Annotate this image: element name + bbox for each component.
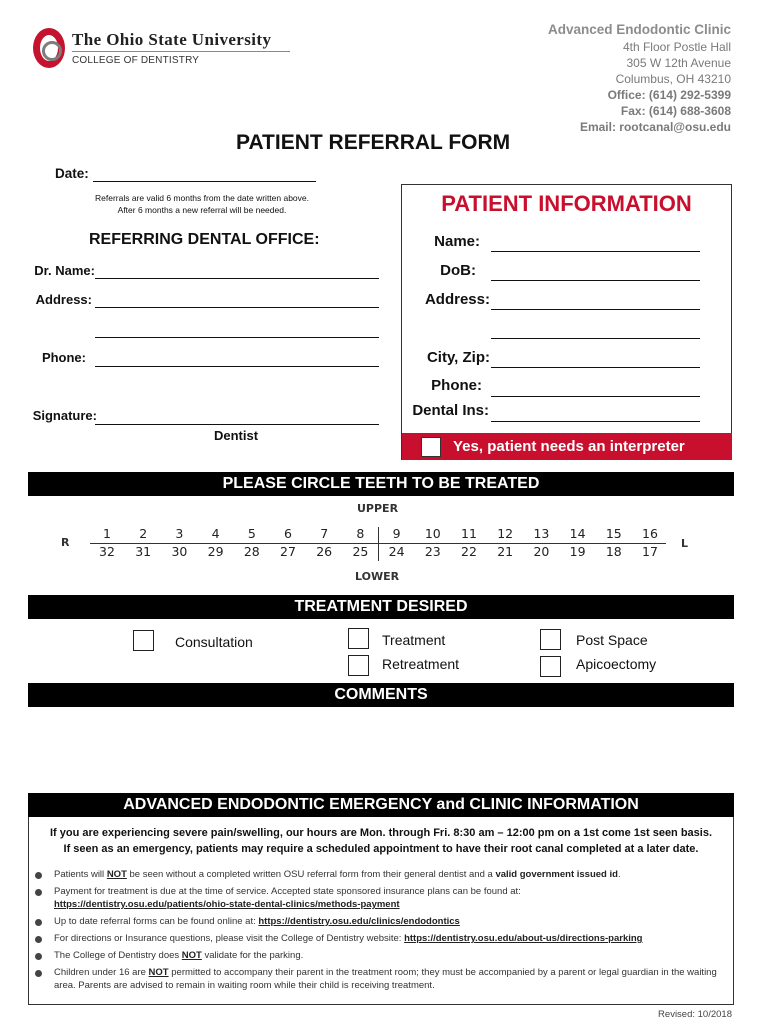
lower-tooth-22[interactable]: 22 <box>461 544 477 559</box>
university-name: The Ohio State University <box>72 30 272 49</box>
treatment-section-bar: TREATMENT DESIRED <box>28 595 734 619</box>
date-validity-note <box>60 192 344 216</box>
text: Patients will <box>54 869 107 880</box>
upper-tooth-16[interactable]: 16 <box>642 526 658 541</box>
lower-tooth-29[interactable]: 29 <box>207 544 224 559</box>
text: For directions or Insurance questions, please visit the College of Dentistry website: <box>54 933 405 944</box>
upper-tooth-4[interactable]: 4 <box>211 526 220 541</box>
clinic-email: Email: rootcanal@osu.edu <box>579 120 731 134</box>
interpreter-checkbox[interactable] <box>421 437 441 457</box>
list-item <box>35 915 735 928</box>
date-label: Date: <box>55 166 89 181</box>
list-item <box>35 868 735 881</box>
patient-phone-label: Phone: <box>431 377 482 394</box>
patient-info-title: PATIENT INFORMATION <box>441 191 692 216</box>
emergency-hours <box>28 825 734 857</box>
patient-dental-ins-label: Dental Ins: <box>412 402 489 419</box>
upper-tooth-3[interactable]: 3 <box>175 526 184 541</box>
upper-tooth-1[interactable]: 1 <box>103 526 111 541</box>
list-item <box>35 932 735 945</box>
emphasis-not: NOT <box>106 869 127 880</box>
upper-tooth-6[interactable]: 6 <box>284 526 292 541</box>
emergency-hours-line-2: If seen as an emergency, patients may require a scheduled appointment to have their root canal completed at a later date. <box>63 843 699 855</box>
form-title: PATIENT REFERRAL FORM <box>236 131 511 154</box>
patient-name-field[interactable] <box>491 251 700 252</box>
emphasis-not: NOT <box>148 967 169 978</box>
comments-area[interactable] <box>28 708 734 786</box>
payment-link[interactable]: https://dentistry.osu.edu/patients/ohio-state-dental-clinics/methods-payment <box>54 899 400 910</box>
right-side-label: R <box>61 536 70 549</box>
retreatment-checkbox[interactable] <box>348 655 369 676</box>
lower-tooth-21[interactable]: 21 <box>497 544 514 559</box>
clinic-address-2: 305 W 12th Avenue <box>626 56 731 70</box>
apicoectomy-label: Apicoectomy <box>576 656 657 672</box>
dr-name-label: Dr. Name: <box>34 263 95 278</box>
revision-date: Revised: 10/2018 <box>658 1009 732 1020</box>
clinic-info <box>548 22 731 135</box>
referral-forms-link[interactable]: https://dentistry.osu.edu/clinics/endodontics <box>258 916 460 927</box>
post-space-label: Post Space <box>576 632 648 648</box>
upper-tooth-7[interactable]: 7 <box>320 526 329 541</box>
upper-tooth-8[interactable]: 8 <box>356 526 365 541</box>
college-name: COLLEGE OF DENTISTRY <box>72 55 200 66</box>
ref-address-field-2[interactable] <box>95 337 379 338</box>
patient-dob-label: DoB: <box>440 262 476 279</box>
date-note-line-1: Referrals are valid 6 months from the date written above. <box>94 193 310 203</box>
lower-tooth-26[interactable]: 26 <box>316 544 333 559</box>
text: The College of Dentistry does <box>54 950 182 961</box>
logo-divider <box>72 51 290 52</box>
patient-address-label: Address: <box>424 291 490 308</box>
patient-city-zip-label: City, Zip: <box>426 349 490 366</box>
lower-tooth-25[interactable]: 25 <box>352 544 369 559</box>
clinic-address-3: Columbus, OH 43210 <box>615 72 731 86</box>
lower-tooth-32[interactable]: 32 <box>99 544 115 559</box>
apicoectomy-checkbox[interactable] <box>540 656 561 677</box>
text: Payment for treatment is due at the time of service. Accepted state sponsored insurance plans can be found at: <box>54 886 521 897</box>
treatment-label: Treatment <box>382 632 446 648</box>
patient-dob-field[interactable] <box>491 280 700 281</box>
emergency-section-bar: ADVANCED ENDODONTIC EMERGENCY and CLINIC INFORMATION <box>28 793 734 817</box>
upper-tooth-15[interactable]: 15 <box>605 526 622 541</box>
lower-tooth-24[interactable]: 24 <box>388 544 405 559</box>
date-field[interactable] <box>93 181 316 182</box>
lower-tooth-30[interactable]: 30 <box>171 544 188 559</box>
clinic-office-phone: Office: (614) 292-5399 <box>607 88 731 102</box>
tooth-chart-center-divider <box>378 527 379 561</box>
list-item <box>35 949 735 962</box>
text: be seen without a completed written OSU referral form from their general dentist and a <box>126 869 496 880</box>
left-side-label: L <box>681 537 689 550</box>
patient-city-zip-field[interactable] <box>491 367 700 368</box>
upper-tooth-10[interactable]: 10 <box>424 526 441 541</box>
text: Up to date referral forms can be found online at: <box>54 916 259 927</box>
ref-address-field-1[interactable] <box>95 307 379 308</box>
interpreter-label: Yes, patient needs an interpreter <box>453 438 685 455</box>
list-item <box>35 885 735 911</box>
signature-field[interactable] <box>95 424 379 425</box>
text: Children under 16 are <box>54 967 149 978</box>
patient-address-field-1[interactable] <box>491 309 700 310</box>
lower-tooth-23[interactable]: 23 <box>424 544 441 559</box>
upper-tooth-2[interactable]: 2 <box>139 526 148 541</box>
lower-tooth-18[interactable]: 18 <box>605 544 622 559</box>
consultation-checkbox[interactable] <box>133 630 154 651</box>
patient-address-field-2[interactable] <box>491 338 700 339</box>
lower-tooth-20[interactable]: 20 <box>533 544 550 559</box>
upper-tooth-9[interactable]: 9 <box>392 526 401 541</box>
upper-tooth-12[interactable]: 12 <box>497 526 514 541</box>
list-item <box>35 966 735 992</box>
teeth-section-bar: PLEASE CIRCLE TEETH TO BE TREATED <box>28 472 734 496</box>
ref-address-label: Address: <box>35 292 92 307</box>
retreatment-label: Retreatment <box>382 656 460 672</box>
text: . <box>617 869 621 880</box>
interpreter-row <box>402 433 732 460</box>
lower-label: LOWER <box>355 570 400 583</box>
clinic-fax: Fax: (614) 688-3608 <box>620 104 731 118</box>
clinic-info-list <box>35 868 735 996</box>
ref-phone-field[interactable] <box>95 366 379 367</box>
emphasis-not: NOT <box>181 950 202 961</box>
ref-phone-label: Phone: <box>41 350 86 365</box>
patient-name-label: Name: <box>434 233 480 250</box>
lower-tooth-28[interactable]: 28 <box>243 544 260 559</box>
text: validate for the parking. <box>201 950 304 961</box>
upper-tooth-13[interactable]: 13 <box>533 526 550 541</box>
lower-tooth-17[interactable]: 17 <box>642 544 658 559</box>
upper-label: UPPER <box>357 502 399 515</box>
clinic-name: Advanced Endodontic Clinic <box>547 22 731 37</box>
post-space-checkbox[interactable] <box>540 629 561 650</box>
signature-label: Signature: <box>32 408 97 423</box>
referring-office-title: REFERRING DENTAL OFFICE: <box>89 231 320 248</box>
osu-block-o-logo <box>33 28 65 68</box>
emphasis-id: valid government issued id <box>495 869 618 880</box>
comments-section-bar: COMMENTS <box>28 683 734 707</box>
date-note-line-2: After 6 months a new referral will be needed. <box>117 205 287 215</box>
directions-link[interactable]: https://dentistry.osu.edu/about-us/directions-parking <box>404 933 643 944</box>
text: permitted to accompany their parent in the treatment room; they must be accompanied by a parent or legal guardian in the waiting area. Parents are advised to remain in waiting room while their child is receiving treatment. <box>54 967 717 991</box>
consultation-label: Consultation <box>175 634 253 650</box>
clinic-address-1: 4th Floor Postle Hall <box>622 40 731 54</box>
upper-tooth-11[interactable]: 11 <box>461 526 477 541</box>
upper-tooth-5[interactable]: 5 <box>247 526 256 541</box>
patient-phone-field[interactable] <box>491 396 700 397</box>
lower-tooth-19[interactable]: 19 <box>569 544 586 559</box>
emergency-hours-line-1: If you are experiencing severe pain/swelling, our hours are Mon. through Fri. 8:30 am – 12:00 pm on a 1st come 1st seen basis. <box>49 827 713 839</box>
patient-dental-ins-field[interactable] <box>491 421 700 422</box>
dr-name-field[interactable] <box>95 278 379 279</box>
lower-tooth-27[interactable]: 27 <box>280 544 296 559</box>
dentist-caption: Dentist <box>214 428 259 443</box>
lower-tooth-31[interactable]: 31 <box>135 544 152 559</box>
treatment-checkbox[interactable] <box>348 628 369 649</box>
upper-tooth-14[interactable]: 14 <box>569 526 586 541</box>
